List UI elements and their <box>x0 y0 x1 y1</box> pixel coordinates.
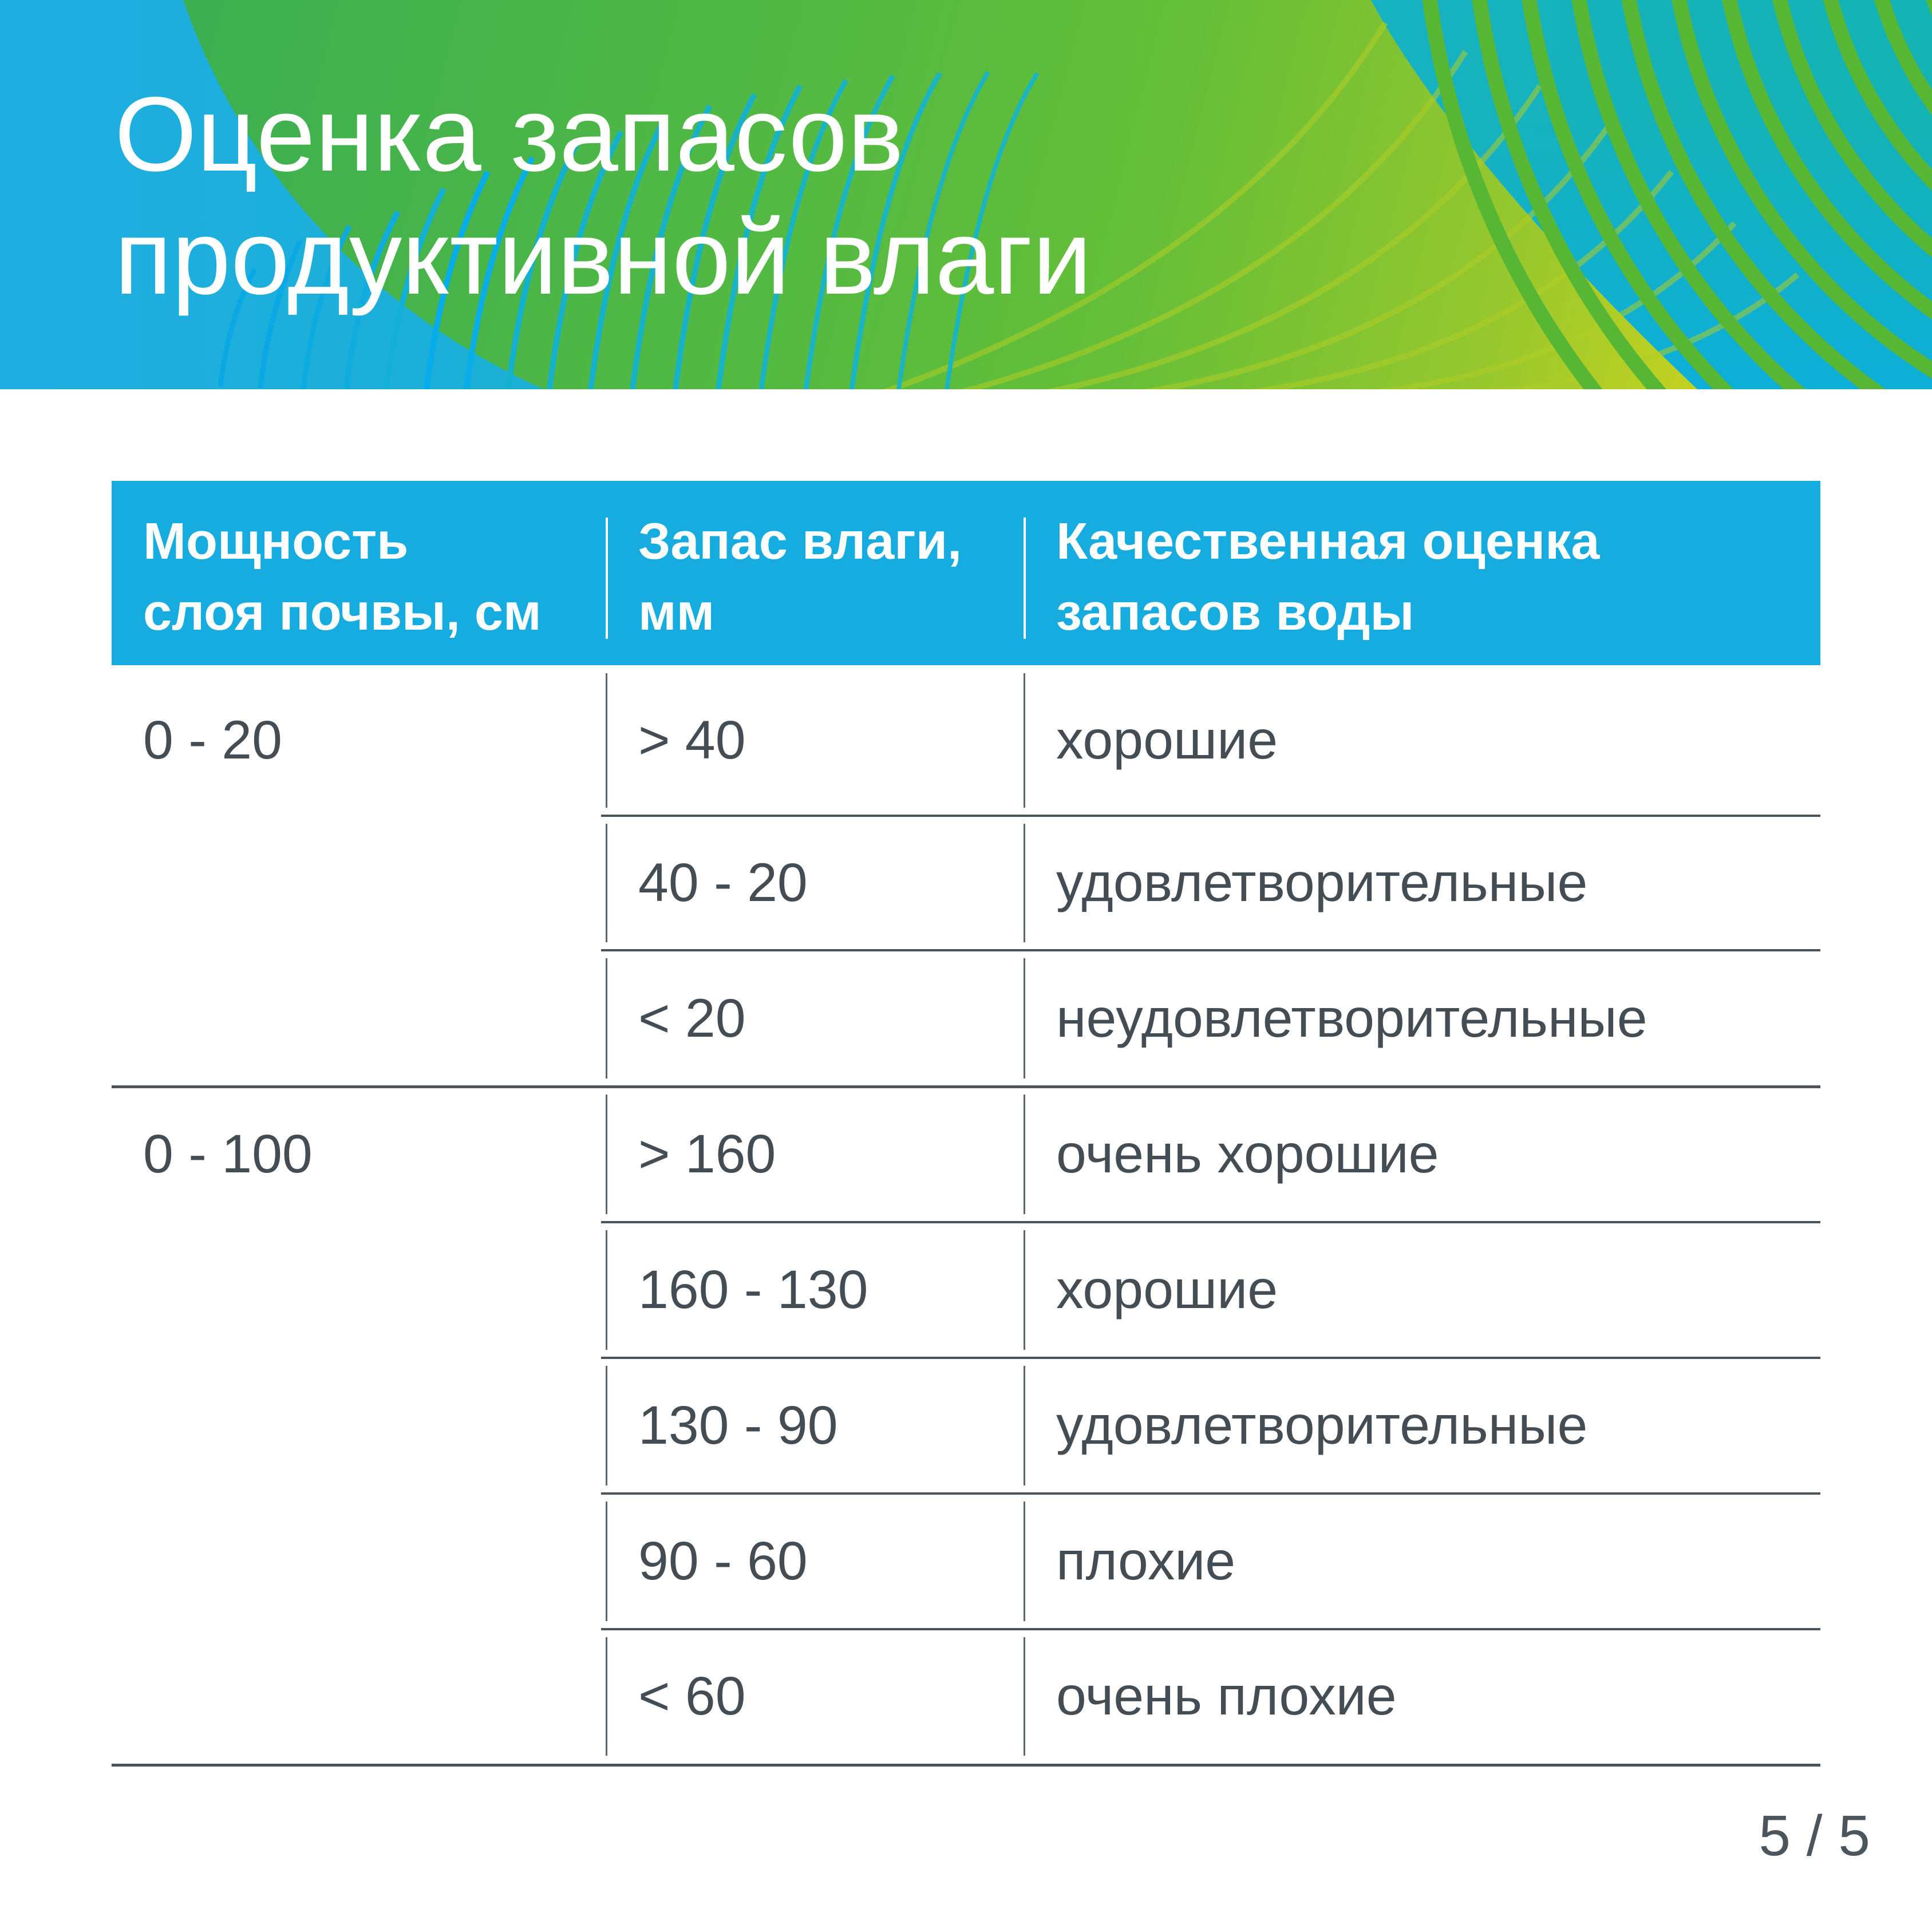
quality-value: хорошие <box>1056 710 1278 771</box>
cell-moisture-reserve <box>638 1629 993 1764</box>
column-divider <box>606 1637 607 1756</box>
quality-value: неудовлетворительные <box>1056 987 1647 1049</box>
table-header <box>112 481 1820 665</box>
column-divider <box>606 1502 607 1621</box>
quality-value: очень плохие <box>1056 1666 1397 1726</box>
page-number: 5 / 5 <box>1759 1804 1870 1868</box>
column-header-moisture-reserve <box>638 506 962 648</box>
cell-quality <box>1056 1086 1800 1222</box>
column-header-moisture-reserve-line2: мм <box>638 584 715 642</box>
column-divider <box>1024 1095 1025 1214</box>
table-row <box>112 1494 1820 1629</box>
moisture-reserve-value: 90 - 60 <box>638 1531 808 1591</box>
table-row <box>112 1086 1820 1222</box>
cell-quality <box>1056 1494 1800 1629</box>
cell-quality <box>1056 665 1800 816</box>
quality-value: удовлетворительные <box>1056 852 1588 913</box>
column-divider <box>1024 1366 1025 1485</box>
cell-moisture-reserve <box>638 816 993 950</box>
moisture-reserve-value: 40 - 20 <box>638 852 808 913</box>
quality-value: удовлетворительные <box>1056 1395 1588 1456</box>
column-header-quality-line2: запасов воды <box>1056 584 1415 642</box>
soil-depth-value: 0 - 100 <box>143 1124 313 1184</box>
cell-quality <box>1056 950 1800 1086</box>
page-title-line2: продуктивной влаги <box>114 198 1092 317</box>
table-bottom-rule <box>112 1764 1820 1767</box>
table-row <box>112 665 1820 816</box>
column-header-quality <box>1056 506 1599 648</box>
column-divider <box>1024 1502 1025 1621</box>
header-column-divider <box>606 517 608 639</box>
column-header-soil-depth-line2: слоя почвы, см <box>143 584 542 642</box>
column-header-quality-line1: Качественная оценка <box>1056 513 1600 570</box>
cell-quality <box>1056 1358 1800 1494</box>
column-divider <box>1024 824 1025 942</box>
header-column-divider <box>1024 517 1026 639</box>
column-divider <box>1024 673 1025 808</box>
quality-value: очень хорошие <box>1056 1124 1439 1184</box>
column-divider <box>606 1095 607 1214</box>
table-row <box>112 1358 1820 1494</box>
moisture-reserve-value: < 20 <box>638 987 746 1049</box>
moisture-reserve-value: 160 - 130 <box>638 1259 868 1320</box>
column-divider <box>606 1366 607 1485</box>
cell-quality <box>1056 1629 1800 1764</box>
page-title-line1: Оценка запасов <box>114 76 904 193</box>
column-header-soil-depth <box>143 506 542 648</box>
moisture-reserve-value: > 160 <box>638 1124 776 1184</box>
cell-soil-depth <box>143 1086 572 1222</box>
column-divider <box>1024 1230 1025 1350</box>
column-divider <box>1024 1637 1025 1756</box>
moisture-reserve-value: > 40 <box>638 710 746 771</box>
column-divider <box>1024 958 1025 1078</box>
quality-value: плохие <box>1056 1531 1236 1591</box>
column-header-moisture-reserve-line1: Запас влаги, <box>638 513 962 570</box>
column-divider <box>606 1230 607 1350</box>
column-divider <box>606 824 607 942</box>
header-banner <box>0 0 1932 389</box>
moisture-reserve-value: < 60 <box>638 1666 746 1726</box>
column-divider <box>606 958 607 1078</box>
page-title <box>114 73 1092 319</box>
moisture-table <box>112 481 1820 1767</box>
quality-value: хорошие <box>1056 1259 1278 1320</box>
column-divider <box>606 673 607 808</box>
moisture-reserve-value: 130 - 90 <box>638 1395 838 1456</box>
cell-soil-depth <box>143 665 572 816</box>
cell-moisture-reserve <box>638 1086 993 1222</box>
cell-moisture-reserve <box>638 1494 993 1629</box>
soil-depth-value: 0 - 20 <box>143 710 282 771</box>
table-row <box>112 816 1820 950</box>
cell-moisture-reserve <box>638 1358 993 1494</box>
table-row <box>112 1629 1820 1764</box>
cell-quality <box>1056 1222 1800 1358</box>
cell-moisture-reserve <box>638 950 993 1086</box>
column-header-soil-depth-line1: Мощность <box>143 513 409 570</box>
cell-moisture-reserve <box>638 665 993 816</box>
cell-quality <box>1056 816 1800 950</box>
table-row <box>112 1222 1820 1358</box>
cell-moisture-reserve <box>638 1222 993 1358</box>
table-row <box>112 950 1820 1086</box>
